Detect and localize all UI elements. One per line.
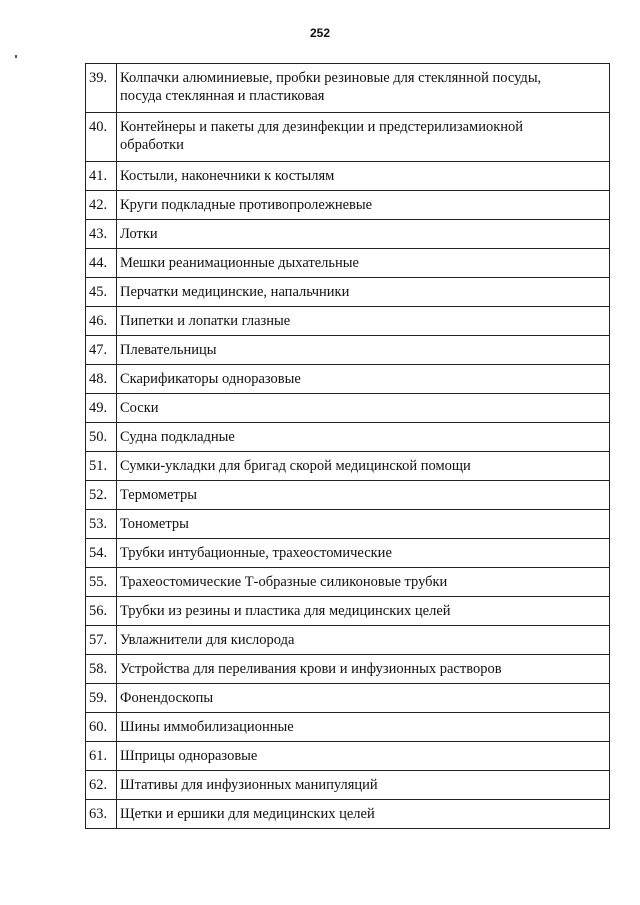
- row-text: [117, 162, 609, 190]
- table-row: [86, 771, 609, 800]
- row-text-line: Контейнеры и пакеты для дезинфекции и предстерилизамиокной: [120, 119, 524, 135]
- row-number: 42.: [86, 191, 117, 219]
- row-number: 45.: [86, 278, 117, 306]
- row-text: [117, 800, 609, 828]
- row-number: 58.: [86, 655, 117, 683]
- row-text: [117, 249, 609, 277]
- row-text: [117, 452, 609, 480]
- table-row: [86, 423, 609, 452]
- row-text-line: Пипетки и лопатки глазные: [120, 313, 291, 329]
- row-number: 63.: [86, 800, 117, 828]
- row-text-line: Сумки-укладки для бригад скорой медицинской помощи: [120, 458, 471, 474]
- table-row: [86, 800, 609, 829]
- row-number: 52.: [86, 481, 117, 509]
- row-text: [117, 510, 609, 538]
- table-row: [86, 220, 609, 249]
- table-row: [86, 713, 609, 742]
- table-row: [86, 452, 609, 481]
- row-number: 53.: [86, 510, 117, 538]
- row-text-line: Штативы для инфузионных манипуляций: [120, 777, 378, 793]
- table-row: [86, 597, 609, 626]
- row-text-line: Щетки и ершики для медицинских целей: [120, 806, 375, 822]
- row-text: [117, 481, 609, 509]
- row-number: 60.: [86, 713, 117, 741]
- margin-mark: [15, 55, 17, 58]
- items-table: [85, 63, 610, 829]
- row-number: 39.: [86, 64, 117, 112]
- row-text: [117, 597, 609, 625]
- row-text-line: Лотки: [120, 226, 158, 242]
- row-number: 59.: [86, 684, 117, 712]
- row-text: [117, 336, 609, 364]
- row-number: 40.: [86, 113, 117, 161]
- row-text: [117, 568, 609, 596]
- row-text: [117, 684, 609, 712]
- table-row: [86, 113, 609, 162]
- row-number: 48.: [86, 365, 117, 393]
- row-number: 46.: [86, 307, 117, 335]
- row-number: 55.: [86, 568, 117, 596]
- row-text-line: Трубки из резины и пластика для медицинских целей: [120, 603, 451, 619]
- row-text: [117, 626, 609, 654]
- table-row: [86, 684, 609, 713]
- row-number: 61.: [86, 742, 117, 770]
- table-row: [86, 481, 609, 510]
- row-number: 50.: [86, 423, 117, 451]
- row-text-line: Скарификаторы одноразовые: [120, 371, 301, 387]
- row-text: [117, 191, 609, 219]
- table-row: [86, 64, 609, 113]
- row-text-line: Костыли, наконечники к костылям: [120, 168, 335, 184]
- row-text: [117, 307, 609, 335]
- row-text-line: Термометры: [120, 487, 198, 503]
- table-row: [86, 568, 609, 597]
- row-text-line: Перчатки медицинские, напальчники: [120, 284, 350, 300]
- row-text: [117, 771, 609, 799]
- row-text-line: Устройства для переливания крови и инфузионных растворов: [120, 661, 502, 677]
- table-row: [86, 365, 609, 394]
- row-text: [117, 713, 609, 741]
- row-number: 41.: [86, 162, 117, 190]
- row-text-line: Круги подкладные противопролежневые: [120, 197, 373, 213]
- row-text-line: Фонендоскопы: [120, 690, 214, 706]
- table-row: [86, 626, 609, 655]
- table-row: [86, 510, 609, 539]
- row-number: 56.: [86, 597, 117, 625]
- row-text: [117, 423, 609, 451]
- row-text-line: Трубки интубационные, трахеостомические: [120, 545, 392, 561]
- row-text-line: Трахеостомические Т-образные силиконовые трубки: [120, 574, 448, 590]
- row-text: [117, 742, 609, 770]
- row-number: 62.: [86, 771, 117, 799]
- row-text: [117, 394, 609, 422]
- row-text-line: Шины иммобилизационные: [120, 719, 294, 735]
- row-number: 54.: [86, 539, 117, 567]
- row-number: 47.: [86, 336, 117, 364]
- row-text-line: Шприцы одноразовые: [120, 748, 258, 764]
- table-row: [86, 162, 609, 191]
- table-row: [86, 742, 609, 771]
- row-text-line: Мешки реанимационные дыхательные: [120, 255, 359, 271]
- row-number: 49.: [86, 394, 117, 422]
- row-text: [117, 655, 609, 683]
- table-row: [86, 249, 609, 278]
- row-text-line: Тонометры: [120, 516, 189, 532]
- row-text-line: Увлажнители для кислорода: [120, 632, 295, 648]
- row-text: [117, 113, 609, 161]
- table-row: [86, 307, 609, 336]
- page-number: 252: [309, 26, 331, 40]
- row-text-line: посуда стеклянная и пластиковая: [120, 88, 325, 104]
- row-number: 43.: [86, 220, 117, 248]
- row-text: [117, 365, 609, 393]
- table-row: [86, 278, 609, 307]
- row-text-line: Судна подкладные: [120, 429, 235, 445]
- row-number: 44.: [86, 249, 117, 277]
- row-text: [117, 64, 609, 112]
- row-text-line: обработки: [120, 137, 184, 153]
- row-number: 51.: [86, 452, 117, 480]
- table-row: [86, 655, 609, 684]
- row-text-line: Соски: [120, 400, 159, 416]
- table-row: [86, 336, 609, 365]
- table-row: [86, 394, 609, 423]
- table-row: [86, 539, 609, 568]
- row-text-line: Плевательницы: [120, 342, 217, 358]
- row-text: [117, 278, 609, 306]
- row-text-line: Колпачки алюминиевые, пробки резиновые для стеклянной посуды,: [120, 70, 542, 86]
- row-text: [117, 539, 609, 567]
- row-number: 57.: [86, 626, 117, 654]
- table-row: [86, 191, 609, 220]
- row-text: [117, 220, 609, 248]
